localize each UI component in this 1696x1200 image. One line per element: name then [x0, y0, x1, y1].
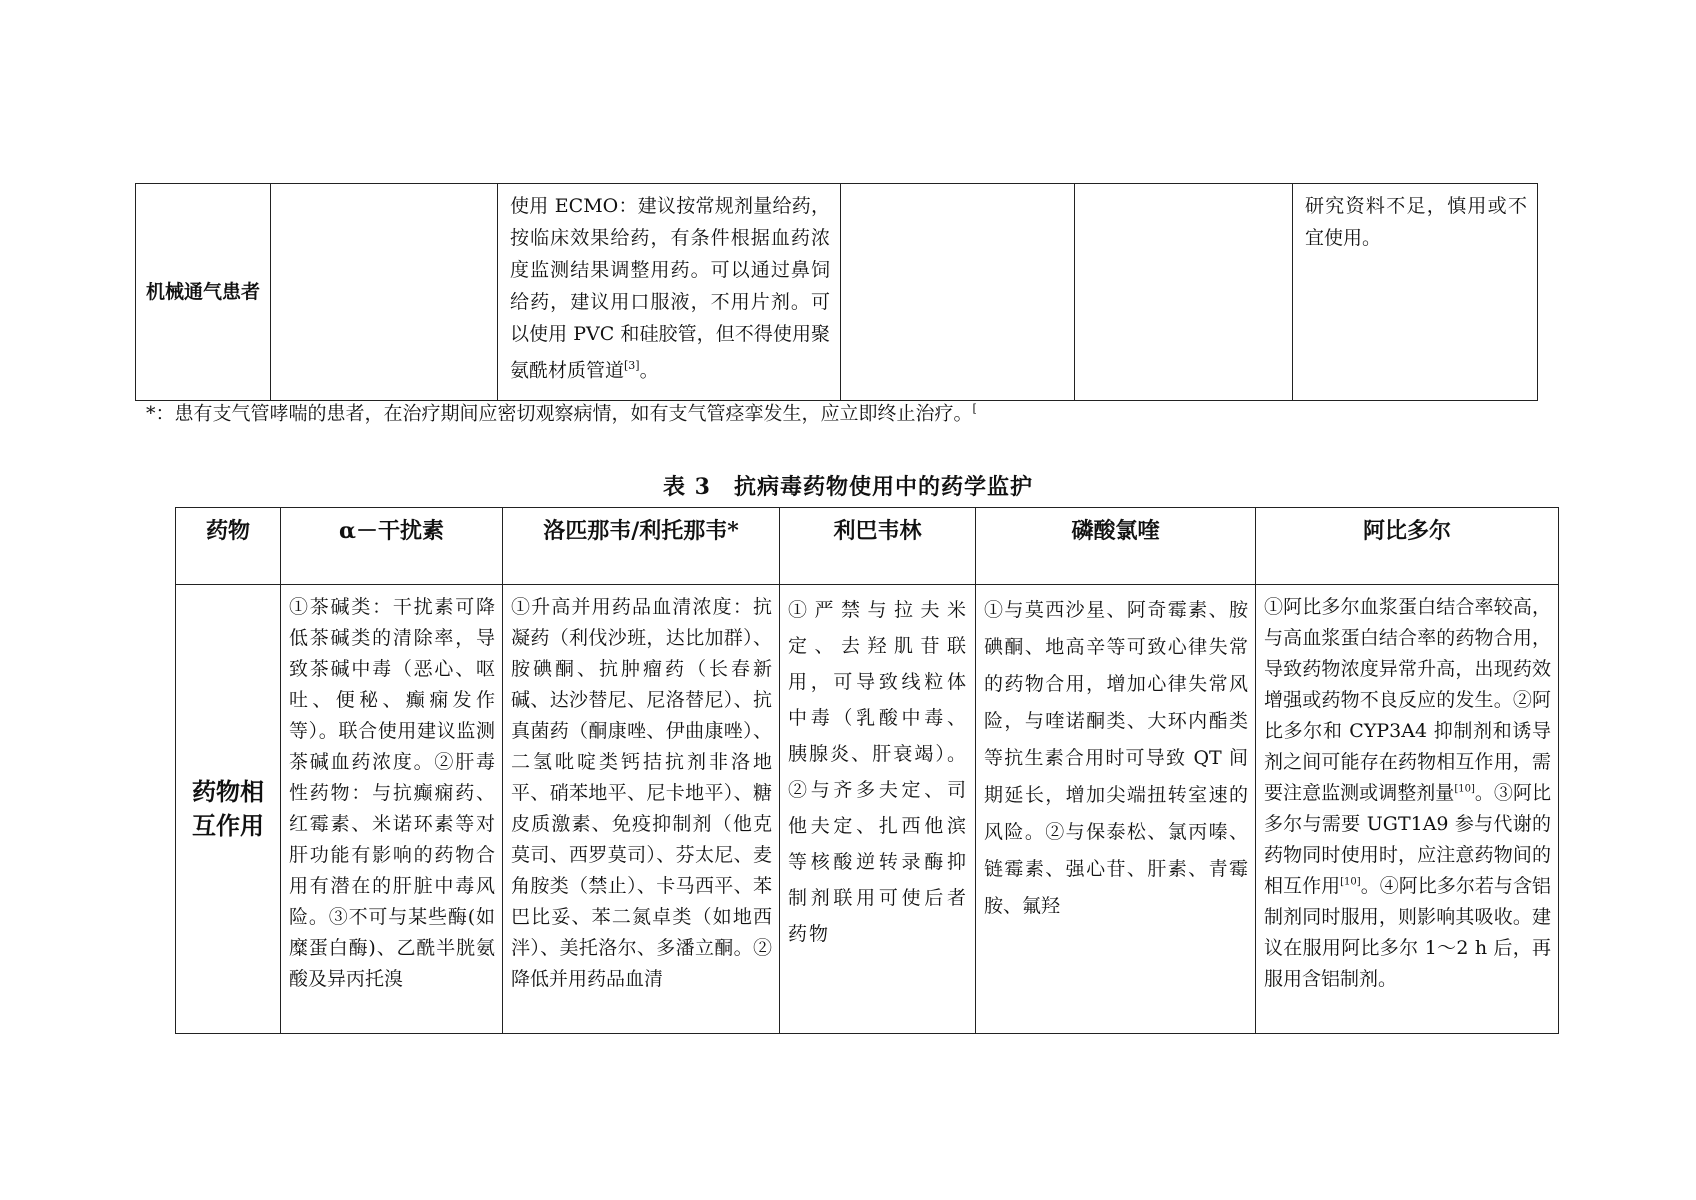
reference-marker: [10]: [1340, 876, 1361, 888]
table-cell: [271, 184, 498, 401]
table3-antiviral-monitoring: [175, 507, 1559, 1034]
table-cell: [1075, 184, 1293, 401]
table-footnote: *：患有支气管哮喘的患者，在治疗期间应密切观察病情，如有支气管痉挛发生，应立即终止治疗。[: [146, 402, 977, 425]
reference-marker: [3]: [624, 359, 640, 372]
reference-marker: [: [972, 402, 977, 415]
row-header-drug-interactions: 药物相互作用: [176, 585, 281, 1034]
column-header-interferon: α－干扰素: [281, 508, 503, 585]
table-cell: [841, 184, 1075, 401]
table-cell-ribavirin: ①严禁与拉夫米定、去羟肌苷联用，可导致线粒体中毒（乳酸中毒、胰腺炎、肝衰竭）。②与齐多夫定、司他夫定、扎西他滨等核酸逆转录酶抑制剂联用可使后者药物: [780, 585, 976, 1034]
row-header-mechanical-ventilation: 机械通气患者: [136, 184, 271, 401]
table-cell-chloroquine: ①与莫西沙星、阿奇霉素、胺碘酮、地高辛等可致心律失常的药物合用，增加心律失常风险，与喹诺酮类、大环内酯类等抗生素合用时可导致 QT 间期延长，增加尖端扭转室速的风险。②与保泰松、氯丙嗪、链霉素、强心苷、肝素、青霉胺、氟羟: [976, 585, 1256, 1034]
table-cell-lopinavir: ①升高并用药品血清浓度：抗凝药（利伐沙班，达比加群）、胺碘酮、抗肿瘤药（长春新碱、达沙替尼、尼洛替尼）、抗真菌药（酮康唑、伊曲康唑）、二氢吡啶类钙拮抗剂非洛地平、硝苯地平、尼卡地平）、糖皮质激素、免疫抑制剂（他克莫司、西罗莫司）、芬太尼、麦角胺类（禁止）、卡马西平、苯巴比妥、苯二氮卓类（如地西泮）、美托洛尔、多潘立酮。②降低并用药品血清: [503, 585, 780, 1034]
table-row-drug-interactions: [176, 585, 1559, 1034]
table-cell-interferon: ①茶碱类：干扰素可降低茶碱类的清除率，导致茶碱中毒（恶心、呕吐、便秘、癫痫发作等）。联合使用建议监测茶碱血药浓度。②肝毒性药物：与抗癫痫药、红霉素、米诺环素等对肝功能有影响的药物合用有潜在的肝脏中毒风险。③不可与某些酶(如糜蛋白酶)、乙酰半胱氨酸及异丙托溴: [281, 585, 503, 1034]
reference-marker: [10]: [1454, 783, 1475, 795]
column-header-drug: 药物: [176, 508, 281, 585]
table2-continuation: [135, 183, 1538, 401]
column-header-chloroquine: 磷酸氯喹: [976, 508, 1256, 585]
column-header-arbidol: 阿比多尔: [1256, 508, 1559, 585]
table-row-mechanical-ventilation: [136, 184, 1538, 401]
column-header-ribavirin: 利巴韦林: [780, 508, 976, 585]
column-header-lopinavir-ritonavir: 洛匹那韦/利托那韦*: [503, 508, 780, 585]
table-cell-arbidol: ①阿比多尔血浆蛋白结合率较高，与高血浆蛋白结合率的药物合用，导致药物浓度异常升高，出现药效增强或药物不良反应的发生。②阿比多尔和 CYP3A4 抑制剂和诱导剂之间可能存在药物相互作用，需要注意监测或调整剂量[10]。③阿比多尔与需要 UGT1A9 参与代谢的药物同时使用时，应注意药物间的相互作用[10]。④阿比多尔若与含铝制剂同时服用，则影响其吸收。建议在服用阿比多尔 1～2 h 后，再服用含铝制剂。: [1256, 585, 1559, 1034]
table-header-row: [176, 508, 1559, 585]
table-caption: 表 3 抗病毒药物使用中的药学监护: [663, 474, 1033, 500]
table-cell-ecmo: 使用 ECMO：建议按常规剂量给药，按临床效果给药，有条件根据血药浓度监测结果调整用药。可以通过鼻饲给药，建议用口服液，不用片剂。可以使用 PVC 和硅胶管，但不得使用聚氨酰材质管道[3]。: [498, 184, 841, 401]
table-cell-insufficient-data: 研究资料不足，慎用或不宜使用。: [1293, 184, 1538, 401]
